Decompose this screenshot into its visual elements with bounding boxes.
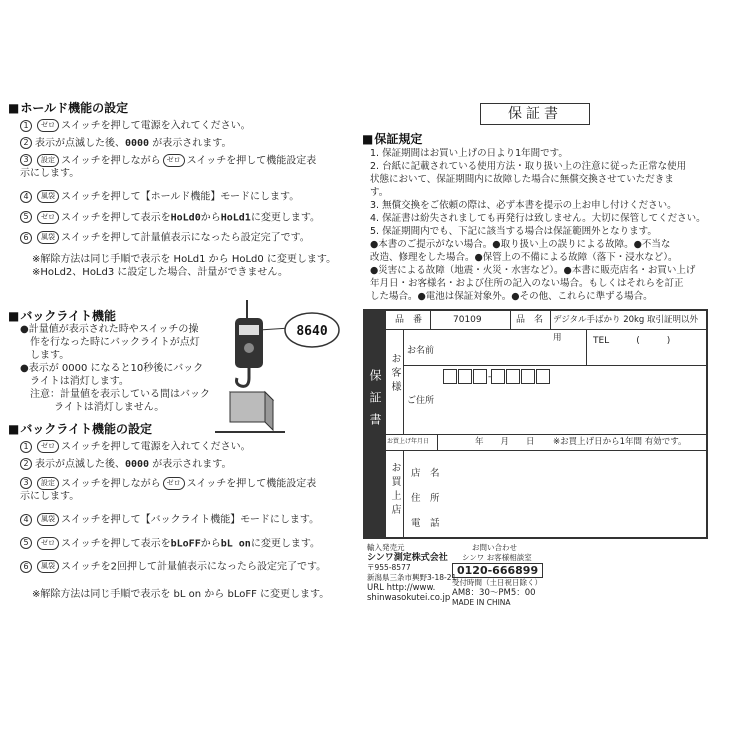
backlight-setting-steps xyxy=(20,440,329,601)
policy-list xyxy=(370,147,706,303)
hold-section-title: ■ ホールド機能の設定 xyxy=(8,99,128,116)
policy-line: ●本書のご提示がない場合。●取り扱い上の誤りによる故障。●不当な xyxy=(370,239,671,250)
hold-note-1: ※解除方法は同じ手順で表示を HoLd1 から HoLd0 に変更します。 xyxy=(32,253,337,265)
zero-button-icon: ゼロ xyxy=(37,537,59,550)
contact-dept: シンワ お客様相談室 xyxy=(462,553,532,562)
tare-button-icon: 風袋 xyxy=(37,190,59,203)
name-row xyxy=(403,329,706,366)
hold-step-3-cont: 示にします。 xyxy=(20,168,80,179)
phone-number: 0120-666899 xyxy=(452,563,543,578)
hours-line-1: 受付時間（土日祝日除く） xyxy=(452,578,542,587)
bl-step-1: 1 ゼロ スイッチを押して電源を入れてください。 xyxy=(20,440,329,454)
policy-line: ●災害による故障（地震・火災・水害など）。●本書に販売店名・お買い上げ xyxy=(370,265,696,276)
hold-step-4: 4 風袋 スイッチを押して【ホールド機能】モードにします。 xyxy=(20,190,336,204)
policy-line: 5. 保証期間内でも、下記に該当する場合は保証範囲外となります。 xyxy=(370,226,657,237)
zero-button-icon: ゼロ xyxy=(37,211,59,224)
hold-steps xyxy=(20,119,336,279)
hours-line-2: AM8：30～PM5：00 xyxy=(452,588,536,598)
warranty-card xyxy=(363,309,708,539)
zero-button-icon: ゼロ xyxy=(163,154,185,167)
warranty-title: 保証書 xyxy=(480,103,590,125)
policy-title: ■ 保証規定 xyxy=(362,130,422,147)
zero-button-icon: ゼロ xyxy=(37,119,59,132)
setting-button-icon: 設定 xyxy=(37,154,59,167)
date-label: お買上げ年月日 xyxy=(387,438,430,445)
shop-tel-label: 電 話 xyxy=(411,518,440,529)
hold-step-1: 1 ゼロ スイッチを押して電源を入れてください。 xyxy=(20,119,336,133)
bl-step-3-cont: 示にします。 xyxy=(20,491,80,502)
policy-line: 2. 台紙に記載されている使用方法・取り扱い上の注意に従った正常な使用 xyxy=(370,161,687,172)
bl-step-2: 2 表示が点滅した後、0000 が表示されます。 xyxy=(20,458,329,471)
backlight-item: 作を行なった時にバックライトが点灯 xyxy=(30,337,200,348)
display-value: 8640 xyxy=(296,324,328,339)
bl-step-5: 5 ゼロ スイッチを押して表示をbLoFFからbL onに変更します。 xyxy=(20,537,329,551)
backlight-item: ライトは消灯します。 xyxy=(30,376,129,387)
backlight-item: ●表示が 0000 になると10秒後にバック xyxy=(20,363,204,374)
backlight-item: 注意：計量値を表示している間はバック xyxy=(30,389,210,400)
importer-label: 輸入発売元 xyxy=(367,543,405,552)
backlight-item: ライトは消灯しません。 xyxy=(54,402,165,413)
shop-name-label: 店 名 xyxy=(411,468,440,479)
company-name: シンワ測定株式会社 xyxy=(367,553,448,563)
shop-label-cell: お買上店 xyxy=(385,450,404,537)
warranty-side-label: 保証書 xyxy=(365,311,386,537)
date-note: ※お買上げ日から1年間 有効です。 xyxy=(553,437,687,447)
policy-line: 状態において、保証期間内に故障した場合に無償交換させていただきま xyxy=(370,174,674,185)
made-in: MADE IN CHINA xyxy=(452,598,511,607)
backlight-section-title: ■ バックライト機能 xyxy=(8,307,116,324)
address-row xyxy=(403,365,706,435)
company-address: 新潟県三条市興野3-18-21 xyxy=(367,573,457,582)
policy-line: 3. 無償交換をご依頼の際は、必ず本書を提示の上お申し付けください。 xyxy=(370,200,677,211)
policy-line: す。 xyxy=(370,187,389,198)
tare-button-icon: 風袋 xyxy=(37,560,59,573)
contact-info xyxy=(452,543,543,608)
tare-button-icon: 風袋 xyxy=(37,231,59,244)
zero-button-icon: ゼロ xyxy=(163,477,185,490)
backlight-description xyxy=(20,323,210,414)
tel-label: TEL ( ) xyxy=(593,336,671,346)
policy-line: した場合。●電池は保証対象外。●その他、これらに準ずる場合。 xyxy=(370,291,653,302)
hinban-label: 品 番 xyxy=(395,315,423,325)
shop-address-label: 住 所 xyxy=(411,493,440,504)
tare-button-icon: 風袋 xyxy=(37,513,59,526)
date-row xyxy=(385,434,706,451)
name-label: お名前 xyxy=(407,346,435,356)
policy-line: 4. 保証書は紛失されましても再発行は致しません。大切に保管してください。 xyxy=(370,213,706,224)
policy-line: 年月日・お客様名・および住所の記入のない場合。もしくはそれらを訂正 xyxy=(370,278,684,289)
address-label: ご住所 xyxy=(407,396,435,406)
contact-label: お問い合わせ xyxy=(472,543,517,552)
policy-line: 改造、修理をした場合。●保管上の不備による故障（落下・浸水など）。 xyxy=(370,252,678,263)
bl-step-3: 3 設定 スイッチを押しながら ゼロ スイッチを押して機能設定表 xyxy=(20,477,329,491)
bl-step-4: 4 風袋 スイッチを押して【バックライト機能】モードにします。 xyxy=(20,513,329,527)
url-line-2: shinwasokutei.co.jp xyxy=(367,593,451,603)
url-line-1: URL http://www. xyxy=(367,583,436,593)
zero-button-icon: ゼロ xyxy=(37,440,59,453)
hold-step-2: 2 表示が点滅した後、0000 が表示されます。 xyxy=(20,137,336,150)
hinban-value: 70109 xyxy=(453,315,482,325)
zip-code: 〒955-8577 xyxy=(367,563,411,572)
hinmei-label: 品 名 xyxy=(516,315,544,325)
hold-step-6: 6 風袋 スイッチを押して計量値表示になったら設定完了です。 xyxy=(20,231,336,245)
hanging-scale-illustration xyxy=(215,300,340,435)
bl-note: ※解除方法は同じ手順で表示を bL on から bLoFF に変更します。 xyxy=(32,588,330,600)
setting-button-icon: 設定 xyxy=(37,477,59,490)
hinmei-value: デジタル手ばかり 20kg 取引証明以外用 xyxy=(553,315,699,343)
hold-note-2: ※HoLd2、HoLd3 に設定した場合、計量ができません。 xyxy=(32,266,288,278)
shop-fields xyxy=(411,461,440,536)
bl-step-6: 6 風袋 スイッチを2回押して計量値表示になったら設定完了です。 xyxy=(20,560,329,574)
date-fields: 年 月 日 xyxy=(475,437,535,447)
customer-label-cell: お客様 xyxy=(385,329,404,435)
backlight-setting-section-title: ■ バックライト機能の設定 xyxy=(8,420,152,437)
importer-info xyxy=(367,543,456,603)
hold-step-5: 5 ゼロ スイッチを押して表示をHoLd0からHoLd1に変更します。 xyxy=(20,211,336,225)
zip-boxes: - xyxy=(443,369,551,384)
hold-step-3: 3 設定 スイッチを押しながら ゼロ スイッチを押して機能設定表 xyxy=(20,154,336,168)
backlight-item: ●計量値が表示された時やスイッチの操 xyxy=(20,324,199,335)
policy-line: 1. 保証期間はお買い上げの日より1年間です。 xyxy=(370,148,568,159)
backlight-item: します。 xyxy=(30,350,70,361)
